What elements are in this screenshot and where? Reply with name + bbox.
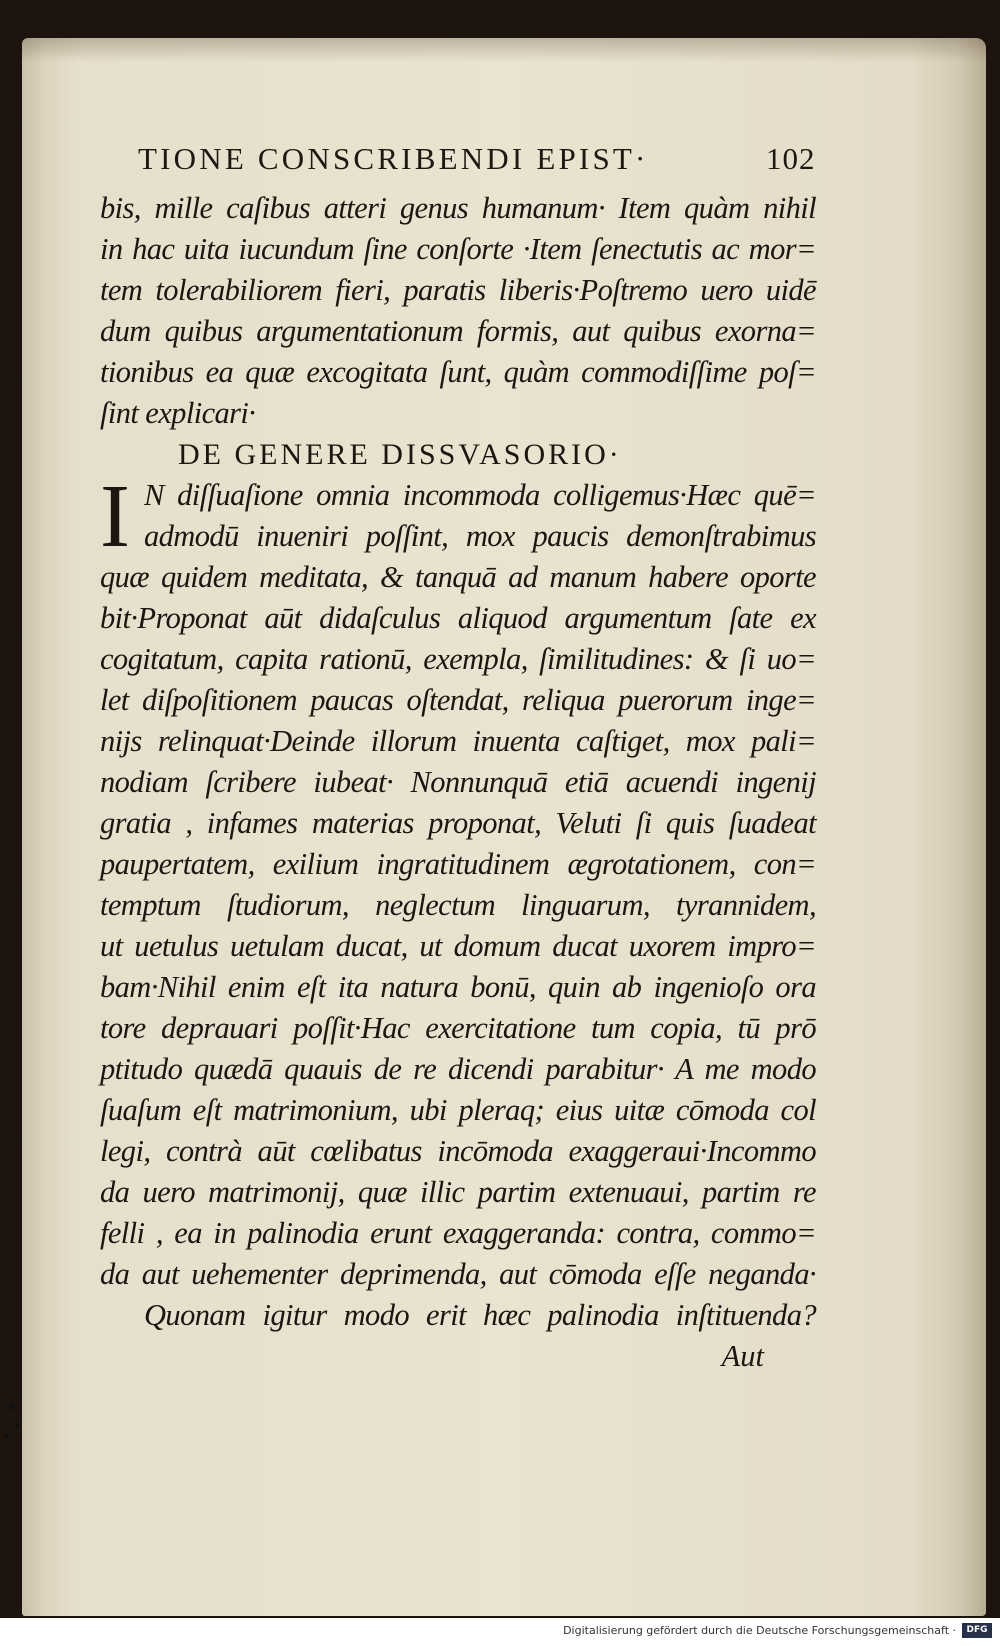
text-line: bis, mille caſibus atteri genus humanum· Item quàm nihil xyxy=(100,191,816,225)
text-line: in hac uita iucundum ſine conſorte ·Item ſenectutis ac mor= xyxy=(100,232,816,266)
text-line: nodiam ſcribere iubeat· Nonnunquā etiā acuendi ingenij xyxy=(100,765,816,799)
text-line: felli , ea in palinodia erunt exaggeranda: contra, commo= xyxy=(100,1216,816,1250)
text-line: cogitatum, capita rationū, exempla, ſimilitudines: & ſi uo= xyxy=(100,642,816,676)
drop-cap-initial: I xyxy=(100,467,130,566)
page-shadow xyxy=(22,38,986,62)
text-line: N diſſuaſione omnia incommoda colligemus·Hæc quē= xyxy=(144,478,816,512)
text-line: dum quibus argumentationum formis, aut quibus exorna= xyxy=(100,314,816,348)
text-line: tionibus ea quæ excogitata ſunt, quàm commodiſſime poſ= xyxy=(100,355,816,389)
binding-speck xyxy=(8,1403,15,1410)
section-heading: DE GENERE DISSVASORIO· xyxy=(178,438,622,471)
page-number: 102 xyxy=(766,141,816,176)
text-line: quæ quidem meditata, & tanquā ad manum habere oporte xyxy=(100,560,816,594)
catchword: Aut xyxy=(721,1339,764,1373)
text-line: da uero matrimonij, quæ illic partim extenuaui, partim re xyxy=(100,1175,816,1209)
text-line: tore deprauari poſſit·Hac exercitatione tum copia, tū prō xyxy=(100,1011,816,1045)
text-line: ptitudo quædā quauis de re dicendi parabitur· A me modo xyxy=(100,1052,816,1086)
funding-credit: Digitalisierung gefördert durch die Deutsche Forschungsgemeinschaft · xyxy=(563,1624,956,1637)
running-head: TIONE CONSCRIBENDI EPIST· xyxy=(138,141,649,176)
text-line: gratia , infames materias proponat, Veluti ſi quis ſuadeat xyxy=(100,806,816,840)
text-line: paupertatem, exilium ingratitudinem ægrotationem, con= xyxy=(100,847,816,881)
text-line: ut uetulus uetulam ducat, ut domum ducat uxorem impro= xyxy=(100,929,816,963)
text-line: tem tolerabiliorem fieri, paratis liberis·Poſtremo uero uidē xyxy=(100,273,816,307)
text-line: Quonam igitur modo erit hæc palinodia inſtituenda? xyxy=(144,1298,816,1332)
text-line: let diſpoſitionem paucas oſtendat, reliqua puerorum inge= xyxy=(100,683,816,717)
text-line: bit·Proponat aūt didaſculus aliquod argumentum ſate ex xyxy=(100,601,816,635)
text-line: temptum ſtudiorum, neglectum linguarum, tyrannidem, xyxy=(100,888,816,922)
binding-speck xyxy=(4,1433,9,1438)
text-line: ſint explicari· xyxy=(100,396,256,430)
text-line: bam·Nihil enim eſt ita natura bonū, quin ab ingenioſo ora xyxy=(100,970,816,1004)
text-line: nijs relinquat·Deinde illorum inuenta caſtiget, mox pali= xyxy=(100,724,816,758)
binding-speck xyxy=(14,1422,20,1428)
text-line: admodū inueniri poſſint, mox paucis demonſtrabimus xyxy=(144,519,816,553)
text-line: legi, contrà aūt cœlibatus incōmoda exaggeraui·Incommo xyxy=(100,1134,816,1168)
dfg-logo: DFG xyxy=(962,1623,992,1638)
body-text xyxy=(100,188,816,1377)
text-line: da aut uehementer deprimenda, aut cōmoda eſſe neganda· xyxy=(100,1257,816,1291)
text-line: ſuaſum eſt matrimonium, ubi pleraq; eius uitæ cōmoda col xyxy=(100,1093,816,1127)
digitization-footer xyxy=(0,1618,1000,1646)
